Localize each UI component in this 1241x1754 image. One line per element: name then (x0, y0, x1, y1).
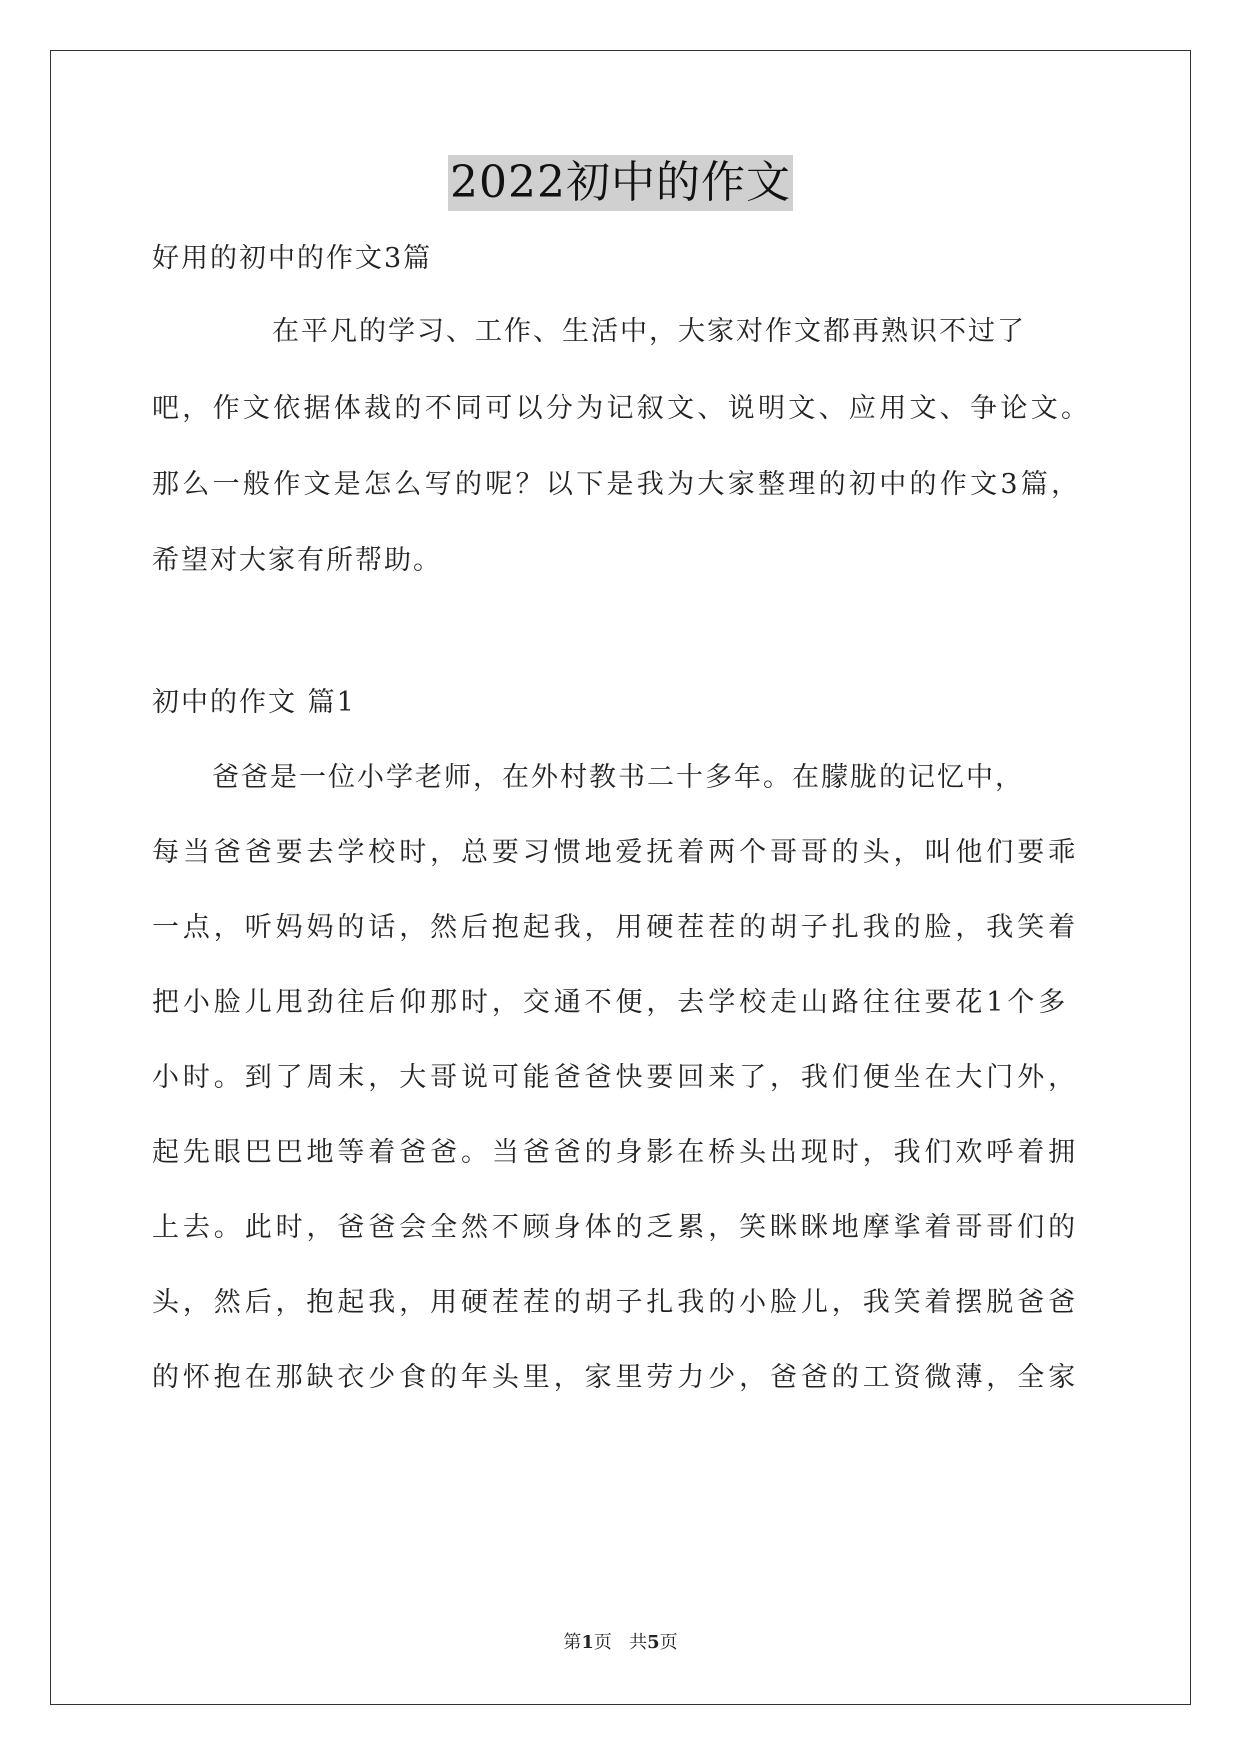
title-container (0, 155, 1241, 211)
body-line-3: 一点，听妈妈的话，然后抱起我，用硬茬茬的胡子扎我的脸，我笑着 (152, 912, 1079, 943)
footer-page-suffix: 页 (593, 1632, 612, 1653)
intro-line-1: 在平凡的学习、工作、生活中，大家对作文都再熟识不过了 (272, 316, 1026, 347)
page-border (50, 50, 1191, 1705)
body-line-8: 头，然后，抱起我，用硬茬茬的胡子扎我的小脸儿，我笑着摆脱爸爸 (152, 1287, 1079, 1318)
page-footer (0, 1628, 1241, 1654)
body-line-2: 每当爸爸要去学校时，总要习惯地爱抚着两个哥哥的头，叫他们要乖 (152, 837, 1079, 868)
body-line-6: 起先眼巴巴地等着爸爸。当爸爸的身影在桥头出现时，我们欢呼着拥 (152, 1137, 1079, 1168)
footer-page-prefix: 第 (563, 1632, 582, 1653)
intro-line-4: 希望对大家有所帮助。 (152, 545, 442, 576)
section-heading: 初中的作文 篇1 (152, 687, 356, 718)
body-line-5: 小时。到了周末，大哥说可能爸爸快要回来了，我们便坐在大门外， (152, 1062, 1079, 1093)
body-line-7: 上去。此时，爸爸会全然不顾身体的乏累，笑眯眯地摩挲着哥哥们的 (152, 1212, 1079, 1243)
body-line-1: 爸爸是一位小学老师，在外村教书二十多年。在朦胧的记忆中， (212, 762, 1024, 793)
intro-line-2: 吧，作文依据体裁的不同可以分为记叙文、说明文、应用文、争论文。 (152, 393, 1092, 424)
footer-page-number: 1 (581, 1632, 594, 1653)
document-title: 2022初中的作文 (448, 155, 793, 211)
body-line-9: 的怀抱在那缺衣少食的年头里，家里劳力少，爸爸的工资微薄，全家 (152, 1362, 1079, 1393)
body-line-4: 把小脸儿甩劲往后仰那时，交通不便，去学校走山路往往要花1个多 (152, 987, 1070, 1018)
document-subtitle: 好用的初中的作文3篇 (152, 243, 433, 274)
intro-line-3: 那么一般作文是怎么写的呢？以下是我为大家整理的初中的作文3篇， (152, 469, 1082, 500)
footer-total-prefix: 共 (629, 1632, 648, 1653)
footer-total-suffix: 页 (659, 1632, 678, 1653)
footer-total-pages: 5 (647, 1632, 660, 1653)
